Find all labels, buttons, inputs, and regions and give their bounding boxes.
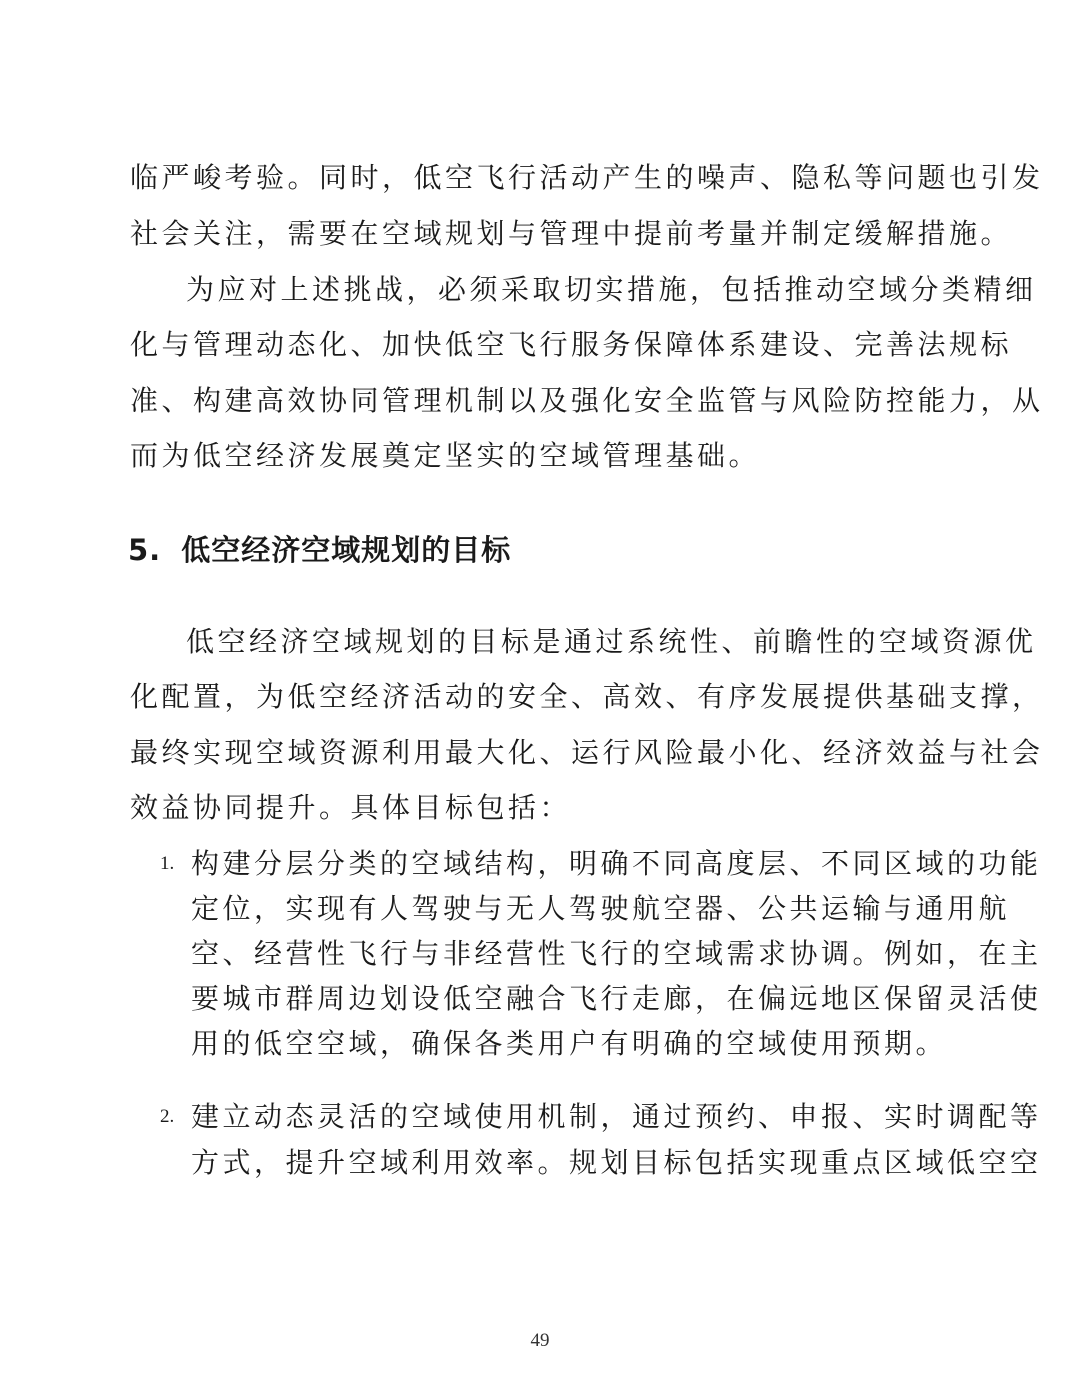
text-line: 要城市群周边划设低空融合飞行走廊，在偏远地区保留灵活使 [191, 982, 1042, 1015]
text-line: 效益协同提升。具体目标包括： [130, 791, 572, 824]
text-line: 方式，提升空域利用效率。规划目标包括实现重点区域低空空 [191, 1146, 1042, 1179]
list-marker: 2. [160, 1106, 175, 1127]
text-line: 而为低空经济发展奠定坚实的空域管理基础。 [130, 439, 761, 472]
section-heading [128, 528, 511, 572]
text-line: 最终实现空域资源利用最大化、运行风险最小化、经济效益与社会 [130, 736, 1044, 769]
text-line: 建立动态灵活的空域使用机制，通过预约、申报、实时调配等 [191, 1100, 1042, 1133]
text-line: 化与管理动态化、加快低空飞行服务保障体系建设、完善法规标 [130, 328, 1013, 361]
text-line: 用的低空空域，确保各类用户有明确的空域使用预期。 [191, 1027, 948, 1060]
text-line: 空、经营性飞行与非经营性飞行的空域需求协调。例如，在主 [191, 937, 1042, 970]
text-line: 准、构建高效协同管理机制以及强化安全监管与风险防控能力，从 [130, 384, 1044, 417]
section-number: 5. [128, 533, 162, 567]
text-line: 社会关注，需要在空域规划与管理中提前考量并制定缓解措施。 [130, 217, 1013, 250]
text-line: 定位，实现有人驾驶与无人驾驶航空器、公共运输与通用航 [191, 892, 1011, 925]
text-line: 低空经济空域规划的目标是通过系统性、前瞻性的空域资源优 [186, 625, 1037, 658]
section-title: 低空经济空域规划的目标 [181, 533, 512, 567]
page-number: 49 [530, 1330, 550, 1351]
text-line: 临严峻考验。同时，低空飞行活动产生的噪声、隐私等问题也引发 [130, 161, 1044, 194]
text-line: 构建分层分类的空域结构，明确不同高度层、不同区域的功能 [191, 847, 1042, 880]
text-line: 化配置，为低空经济活动的安全、高效、有序发展提供基础支撑， [130, 680, 1044, 713]
list-marker: 1. [160, 853, 175, 874]
text-line: 为应对上述挑战，必须采取切实措施，包括推动空域分类精细 [186, 273, 1037, 306]
